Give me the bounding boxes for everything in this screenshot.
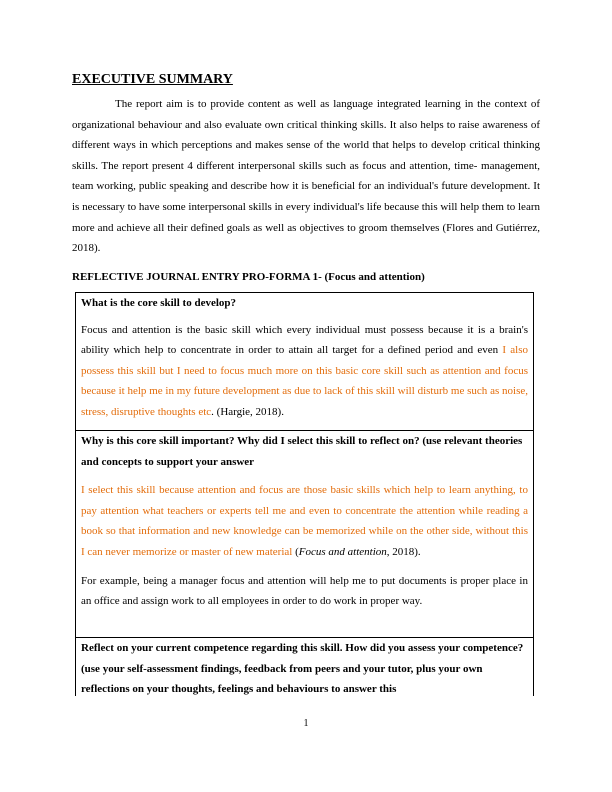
example-paragraph: For example, being a manager focus and attention will help me to put documents is proper place in an office and assign work to all employees in order to do work in proper way. — [81, 574, 528, 608]
page-title: EXECUTIVE SUMMARY — [72, 72, 233, 87]
citation-open: ( — [292, 545, 299, 558]
page-number: 1 — [303, 718, 309, 729]
section-importance — [76, 431, 533, 638]
executive-summary-text — [72, 94, 540, 259]
citation-italic: Focus and attention — [298, 545, 387, 558]
answer-core-skill-highlight: I also possess this skill but I need to focus much more on this basic core skill such as attention and focus because it help me in my future development as due to lack of this skill will disturb me such as noise, stress, disruptive thoughts etc — [81, 344, 529, 418]
answer-core-skill-citation: . (Hargie, 2018). — [211, 405, 284, 418]
question-competence: Reflect on your current competence regarding this skill. How did you assess your competence? (use your self-assessment findings, feedback from peers and your tutor, plus your own reflections on your thoughts, feelings and behaviours to answer this — [81, 642, 524, 696]
journal-heading: REFLECTIVE JOURNAL ENTRY PRO-FORMA 1- (Focus and attention) — [72, 271, 425, 283]
summary-body: The report aim is to provide content as well as language integrated learning in the context of organizational behaviour and also evaluate own critical thinking skills. It also helps to raise awareness of different ways in which perceptions and makes sense of the world that helps to develop critical thinking skills. The report present 4 different interpersonal skills such as focus and attention, time- management, team working, public speaking and describe how it is beneficial for an individual's future development. It is necessary to have some interpersonal skills in every individual's life because this will help them to learn more and achieve all their defined goals as well as objectives to groom themselves (Flores and Gutiérrez, 2018). — [72, 98, 540, 255]
answer-core-skill-black: Focus and attention is the basic skill which every individual must possess because it is a brain's ability which help to concentrate in order to attain all target for a defined period and even — [81, 323, 528, 357]
answer-importance-highlight: I select this skill because attention and focus are those basic skills which help to learn anything, to pay attention what teachers or experts tell me and even to concentrate the attention while reading a book so that information and new knowledge can be memorized while on the other side, without this I can never memorize or master of new material — [81, 484, 528, 558]
question-core-skill: What is the core skill to develop? — [81, 297, 237, 309]
citation-close: , 2018). — [386, 545, 421, 558]
answer-importance — [81, 480, 528, 562]
answer-core-skill — [81, 320, 528, 423]
question-importance: Why is this core skill important? Why did I select this skill to reflect on? (use relevant theories and concepts to support your answer — [81, 435, 523, 468]
journal-table — [75, 292, 534, 696]
section-core-skill — [76, 293, 533, 431]
section-competence — [76, 638, 533, 696]
